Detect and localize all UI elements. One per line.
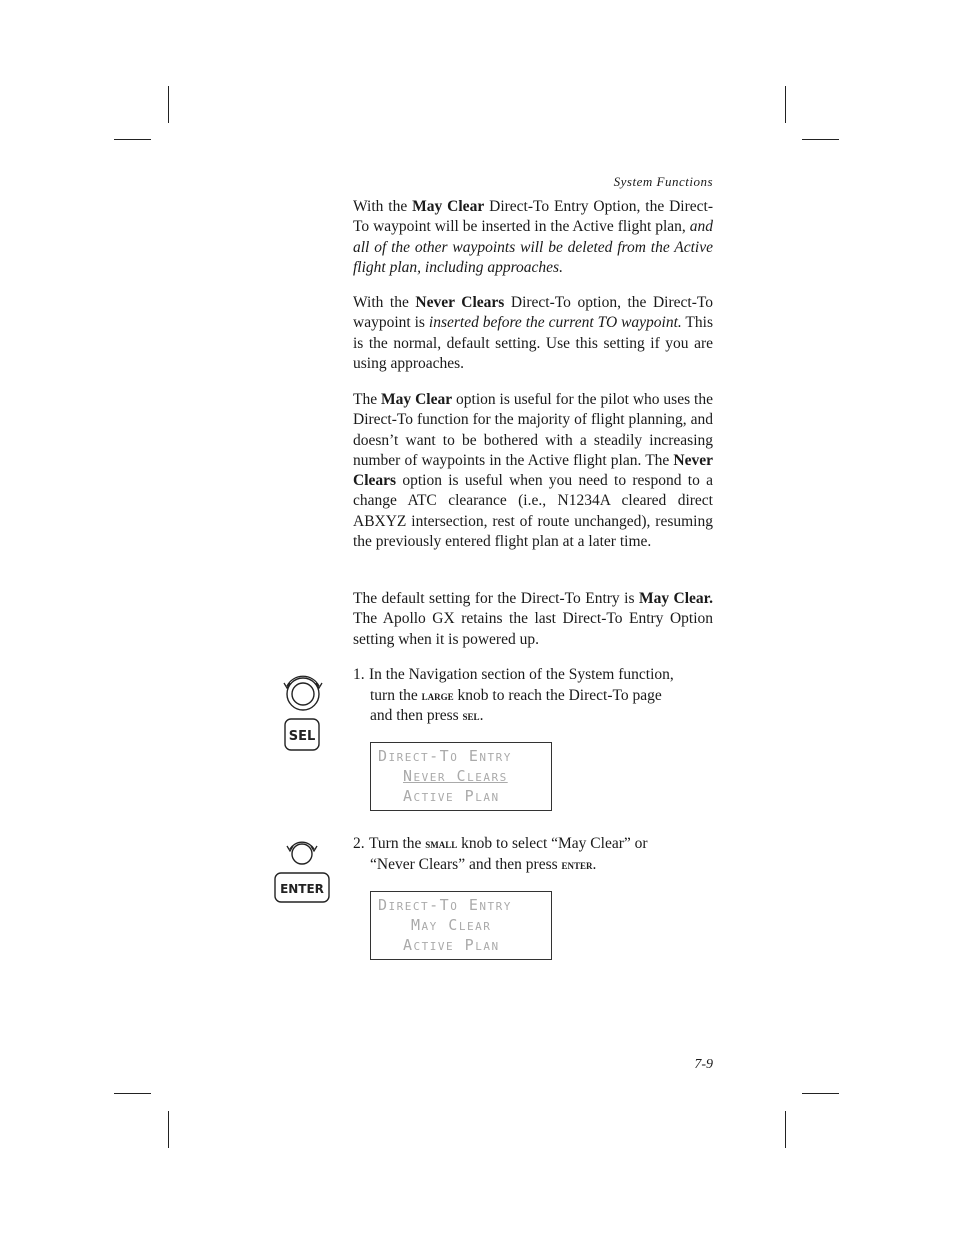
text: .: [479, 707, 484, 724]
crop-mark: [114, 139, 151, 140]
text: In the Navigation section of the System function,: [369, 666, 674, 683]
step-1: [353, 665, 713, 727]
text: With the: [353, 294, 416, 311]
key-sel: sel: [462, 708, 480, 723]
paragraph-may-clear: [353, 197, 713, 278]
crop-mark: [785, 86, 786, 123]
key-enter: enter: [561, 856, 593, 872]
step-2: [353, 834, 713, 875]
lcd-line-title: Direct-To Entry: [378, 747, 512, 765]
crop-mark: [785, 1111, 786, 1148]
sel-button-label: SEL: [288, 729, 316, 744]
text: and then press: [370, 707, 463, 724]
term-may-clear: May Clear.: [638, 590, 713, 607]
paragraph-usage: [353, 390, 713, 552]
crop-mark: [802, 139, 839, 140]
lcd-line-option: May Clear: [411, 916, 492, 934]
crop-mark: [802, 1093, 839, 1094]
lcd-line-plan: Active Plan: [403, 936, 500, 954]
term-never-clears: Never Clears: [415, 294, 505, 311]
text: option is useful for the pilot who uses the Direct-To function for the majority of flight planning, and doesn’t want to be bothered with a steadily increasing number of waypoints in the Active flight plan. The: [353, 391, 713, 469]
section-header: System Functions: [613, 174, 713, 189]
step-number: 2.: [353, 835, 365, 852]
lcd-line-title: Direct-To Entry: [378, 896, 512, 914]
text: With the: [353, 198, 413, 215]
crop-mark: [168, 1111, 169, 1148]
crop-mark: [168, 86, 169, 123]
text: knob to select “May Clear” or: [457, 835, 648, 852]
term-may-clear: May Clear: [412, 198, 485, 215]
lcd-line-plan: Active Plan: [403, 787, 500, 805]
text: This is the normal, default setting. Use this setting if you are using approaches.: [353, 314, 713, 372]
text: The default setting for the Direct-To Entry is: [353, 590, 639, 607]
crop-mark: [114, 1093, 151, 1094]
large-knob-icon: [281, 672, 325, 714]
text: .: [592, 855, 597, 873]
text: Direct-To Entry Option, the Direct-To waypoint will be inserted in the Active flight plan,: [353, 198, 714, 236]
lcd-display-2: [370, 891, 552, 960]
key-small: small: [425, 836, 458, 851]
page-number: 7-9: [694, 1057, 713, 1072]
emphasis: inserted before the current TO waypoint.: [428, 314, 682, 332]
text: “Never Clears” and then press: [370, 855, 562, 873]
enter-button-icon: [274, 872, 330, 903]
text: The Apollo GX retains the last Direct-To Entry Option setting when it is powered up.: [353, 610, 713, 648]
text: The: [353, 391, 382, 408]
lcd-line-option: Never Clears: [403, 767, 508, 785]
text: turn the: [370, 686, 422, 704]
key-large: large: [421, 687, 454, 703]
step-number: 1.: [353, 666, 365, 683]
text: option is useful when you need to respond to a change ATC clearance (i.e., N1234A cleared direct ABXYZ intersection, rest of route unchanged), resuming the previously entered flight plan at a later time.: [353, 472, 713, 551]
enter-button-label: ENTER: [280, 882, 324, 896]
paragraph-never-clears: [353, 293, 713, 374]
sel-button-icon: [284, 718, 320, 751]
paragraph-default: [353, 589, 713, 650]
term-may-clear: May Clear: [381, 391, 453, 408]
lcd-display-1: [370, 742, 552, 811]
text: Direct-To option, the Direct-To waypoint is: [353, 294, 714, 332]
text: knob to reach the Direct-To page: [453, 686, 662, 704]
text: Turn the: [369, 835, 426, 852]
emphasis: and all of the other waypoints will be deleted from the Active flight plan, including approaches.: [353, 218, 713, 276]
term-never-clears: Never Clears: [353, 451, 713, 490]
small-knob-icon: [284, 838, 320, 868]
